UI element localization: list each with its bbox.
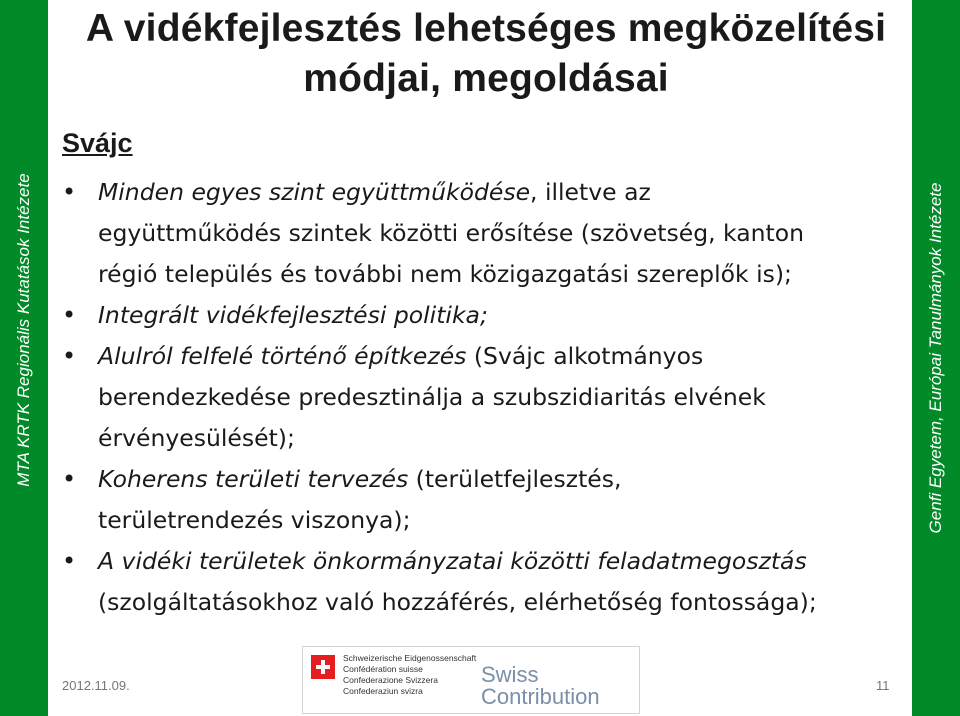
bullet-item xyxy=(60,336,912,459)
bullet-emphasis-text: A vidéki területek önkormányzatai közötti feladatmegosztás xyxy=(98,547,807,575)
bullet-item xyxy=(60,295,912,336)
confederation-line: Confederaziun svizra xyxy=(343,686,423,696)
bullet-list xyxy=(60,172,912,623)
bullet-emphasis-text: Alulról felfelé történő építkezés xyxy=(98,342,467,370)
confederation-line: Confederazione Svizzera xyxy=(343,675,438,685)
left-sidebar-text: MTA KRTK Regionális Kutatások Intézete xyxy=(14,173,33,487)
bullet-text: berendezkedése predesztinálja a szubszidiaritás elvének xyxy=(98,383,766,411)
bullet-line xyxy=(98,459,912,500)
bullet-item xyxy=(60,541,912,623)
bullet-emphasis-text: Minden egyes szint együttműködése xyxy=(98,178,531,206)
swiss-flag-icon xyxy=(311,655,335,679)
page-number: 11 xyxy=(876,678,890,693)
bullet-emphasis-text: Koherens területi tervezés xyxy=(98,465,409,493)
bullet-line xyxy=(98,336,912,377)
bullet-line xyxy=(98,500,912,541)
bullet-text: területrendezés viszonya); xyxy=(98,506,411,534)
logo-word-contribution: Contribution xyxy=(481,684,600,709)
bullet-line xyxy=(98,213,912,254)
bullet-text: együttműködés szintek közötti erősítése (szövetség, kanton xyxy=(98,219,805,247)
bullet-line xyxy=(98,377,912,418)
bullet-text: (területfejlesztés, xyxy=(408,465,622,493)
bullet-line xyxy=(98,582,912,623)
slide-title xyxy=(60,4,912,104)
confederation-line: Confédération suisse xyxy=(343,664,423,674)
bullet-text: (Svájc alkotmányos xyxy=(466,342,704,370)
bullet-line xyxy=(98,295,912,336)
bullet-text: érvényesülését); xyxy=(98,424,295,452)
confederation-line: Schweizerische Eidgenossenschaft xyxy=(343,653,477,663)
confederation-names xyxy=(343,653,476,697)
logo-word-swiss: Swiss xyxy=(481,662,539,687)
swiss-contribution-logo xyxy=(302,646,640,714)
slide-title-line-2: módjai, megoldásai xyxy=(303,57,669,100)
bullet-line xyxy=(98,254,912,295)
bullet-item xyxy=(60,172,912,295)
footer-date: 2012.11.09. xyxy=(62,678,130,693)
bullet-text: , illetve az xyxy=(530,178,651,206)
slide-title-line-1: A vidékfejlesztés lehetséges megközelítési xyxy=(85,7,887,50)
bullet-line xyxy=(98,541,912,582)
right-sidebar-text: Genfi Egyetem, Európai Tanulmányok Intézete xyxy=(926,182,945,534)
slide-subtitle: Svájc xyxy=(62,128,133,158)
bullet-text: (szolgáltatásokhoz való hozzáférés, elérhetőség fontossága); xyxy=(98,588,817,616)
bullet-line xyxy=(98,172,912,213)
bullet-line xyxy=(98,418,912,459)
bullet-text: régió település és további nem közigazgatási szereplők is); xyxy=(98,260,792,288)
bullet-item xyxy=(60,459,912,541)
bullet-emphasis-text: Integrált vidékfejlesztési politika; xyxy=(98,301,488,329)
